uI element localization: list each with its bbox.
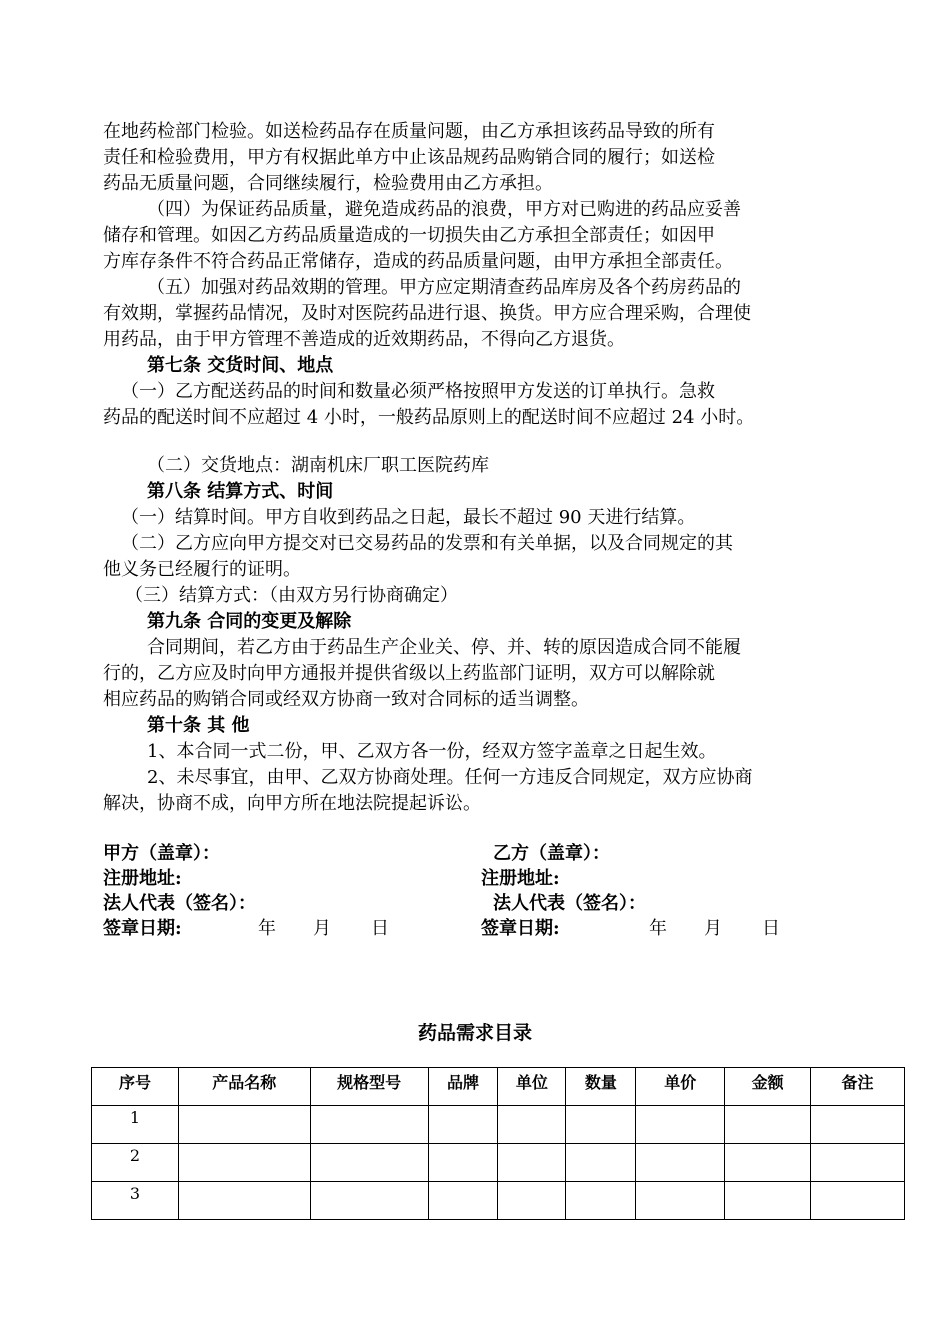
table-cell [725, 1106, 811, 1144]
paragraph-line: 合同期间，若乙方由于药品生产企业关、停、并、转的原因造成合同不能履 [147, 637, 741, 658]
table-cell [178, 1106, 310, 1144]
header-cell: 备注 [811, 1068, 905, 1106]
paragraph-line: （三）结算方式：（由双方另行协商确定） [125, 585, 458, 606]
party-a-date-label: 签章日期: [103, 918, 182, 939]
catalog-title: 药品需求目录 [417, 1022, 532, 1044]
party-b-date-label: 签章日期: [481, 918, 560, 939]
table-cell [566, 1144, 636, 1182]
paragraph-line: 药品无质量问题，合同继续履行，检验费用由乙方承担。 [103, 173, 553, 194]
article-9-title: 第九条 合同的变更及解除 [147, 611, 352, 632]
table-cell [811, 1144, 905, 1182]
contract-body [103, 119, 863, 941]
paragraph-line: 有效期，掌握药品情况，及时对医院药品进行退、换货。甲方应合理采购，合理使 [103, 303, 751, 324]
table-cell [811, 1106, 905, 1144]
table-cell [636, 1182, 725, 1220]
table-cell [498, 1144, 566, 1182]
paragraph-line: 2、未尽事宜，由甲、乙双方协商处理。任何一方违反合同规定，双方应协商 [147, 767, 753, 788]
party-b-date-month: 月 [704, 918, 722, 939]
table-cell [178, 1182, 310, 1220]
header-cell: 数量 [566, 1068, 636, 1106]
article-7-title: 第七条 交货时间、地点 [147, 355, 334, 376]
table-cell [566, 1106, 636, 1144]
paragraph-line: （一）结算时间。甲方自收到药品之日起，最长不超过 90 天进行结算。 [121, 507, 696, 528]
table-cell [725, 1144, 811, 1182]
table-cell [811, 1182, 905, 1220]
paragraph-line: 用药品，由于甲方管理不善造成的近效期药品，不得向乙方退货。 [103, 329, 625, 350]
row-number-cell: 2 [92, 1144, 179, 1182]
article-10-title: 第十条 其 他 [147, 715, 250, 736]
party-a-date-day: 日 [371, 918, 389, 939]
header-cell: 单价 [636, 1068, 725, 1106]
table-cell [725, 1182, 811, 1220]
table-header-row [92, 1068, 905, 1106]
drug-catalog-table [91, 1067, 905, 1220]
signature-row-representative [103, 891, 863, 916]
paragraph-line: 责任和检验费用，甲方有权据此单方中止该品规药品购销合同的履行；如送检 [103, 147, 715, 168]
paragraph-line: （二）交货地点：湖南机床厂职工医院药库 [147, 455, 489, 476]
paragraph-line: 方库存条件不符合药品正常储存，造成的药品质量问题，由甲方承担全部责任。 [103, 251, 733, 272]
party-b-date-day: 日 [762, 918, 780, 939]
paragraph-line: （四）为保证药品质量，避免造成药品的浪费，甲方对已购进的药品应妥善 [147, 199, 741, 220]
paragraph-line: 储存和管理。如因乙方药品质量造成的一切损失由乙方承担全部责任；如因甲 [103, 225, 715, 246]
signature-row-address [103, 866, 863, 891]
header-cell: 序号 [92, 1068, 179, 1106]
party-a-address-label: 注册地址: [103, 868, 182, 889]
spacer [103, 431, 863, 453]
header-cell: 单位 [498, 1068, 566, 1106]
paragraph-line: （二）乙方应向甲方提交对已交易药品的发票和有关单据，以及合同规定的其 [121, 533, 733, 554]
paragraph-line: 在地药检部门检验。如送检药品存在质量问题，由乙方承担该药品导致的所有 [103, 121, 715, 142]
table-row [92, 1182, 905, 1220]
signature-row-date [103, 916, 863, 941]
party-a-seal-label: 甲方（盖章）： [103, 843, 220, 864]
table-cell [178, 1144, 310, 1182]
paragraph-line: 药品的配送时间不应超过 4 小时，一般药品原则上的配送时间不应超过 24 小时。 [103, 407, 755, 428]
article-8-title: 第八条 结算方式、时间 [147, 481, 334, 502]
party-a-date-month: 月 [313, 918, 331, 939]
party-b-rep-label: 法人代表（签名）： [493, 893, 646, 914]
paragraph-line: 行的，乙方应及时向甲方通报并提供省级以上药监部门证明，双方可以解除就 [103, 663, 715, 684]
table-cell [310, 1182, 428, 1220]
spacer [103, 817, 863, 841]
header-cell: 产品名称 [178, 1068, 310, 1106]
row-number-cell: 3 [92, 1182, 179, 1220]
table-row [92, 1106, 905, 1144]
party-a-rep-label: 法人代表（签名）： [103, 893, 256, 914]
table-cell [310, 1106, 428, 1144]
table-cell [566, 1182, 636, 1220]
paragraph-line: 解决，协商不成，向甲方所在地法院提起诉讼。 [103, 793, 481, 814]
party-b-date-year: 年 [649, 918, 667, 939]
paragraph-line: （五）加强对药品效期的管理。甲方应定期清查药品库房及各个药房药品的 [147, 277, 741, 298]
row-number-cell: 1 [92, 1106, 179, 1144]
table-cell [428, 1144, 498, 1182]
table-cell [428, 1106, 498, 1144]
header-cell: 规格型号 [310, 1068, 428, 1106]
party-b-seal-label: 乙方（盖章）： [493, 843, 610, 864]
table-row [92, 1144, 905, 1182]
paragraph-line: （一）乙方配送药品的时间和数量必须严格按照甲方发送的订单执行。急救 [121, 381, 715, 402]
table-cell [428, 1182, 498, 1220]
party-a-date-year: 年 [258, 918, 276, 939]
header-cell: 金额 [725, 1068, 811, 1106]
party-b-address-label: 注册地址: [481, 868, 560, 889]
table-cell [310, 1144, 428, 1182]
header-cell: 品牌 [428, 1068, 498, 1106]
paragraph-line: 他义务已经履行的证明。 [103, 559, 301, 580]
table-cell [636, 1106, 725, 1144]
table-cell [498, 1182, 566, 1220]
paragraph-line: 1、本合同一式二份，甲、乙双方各一份，经双方签字盖章之日起生效。 [147, 741, 717, 762]
paragraph-line: 相应药品的购销合同或经双方协商一致对合同标的适当调整。 [103, 689, 589, 710]
signature-row-seal [103, 841, 863, 866]
table-cell [636, 1144, 725, 1182]
table-cell [498, 1106, 566, 1144]
